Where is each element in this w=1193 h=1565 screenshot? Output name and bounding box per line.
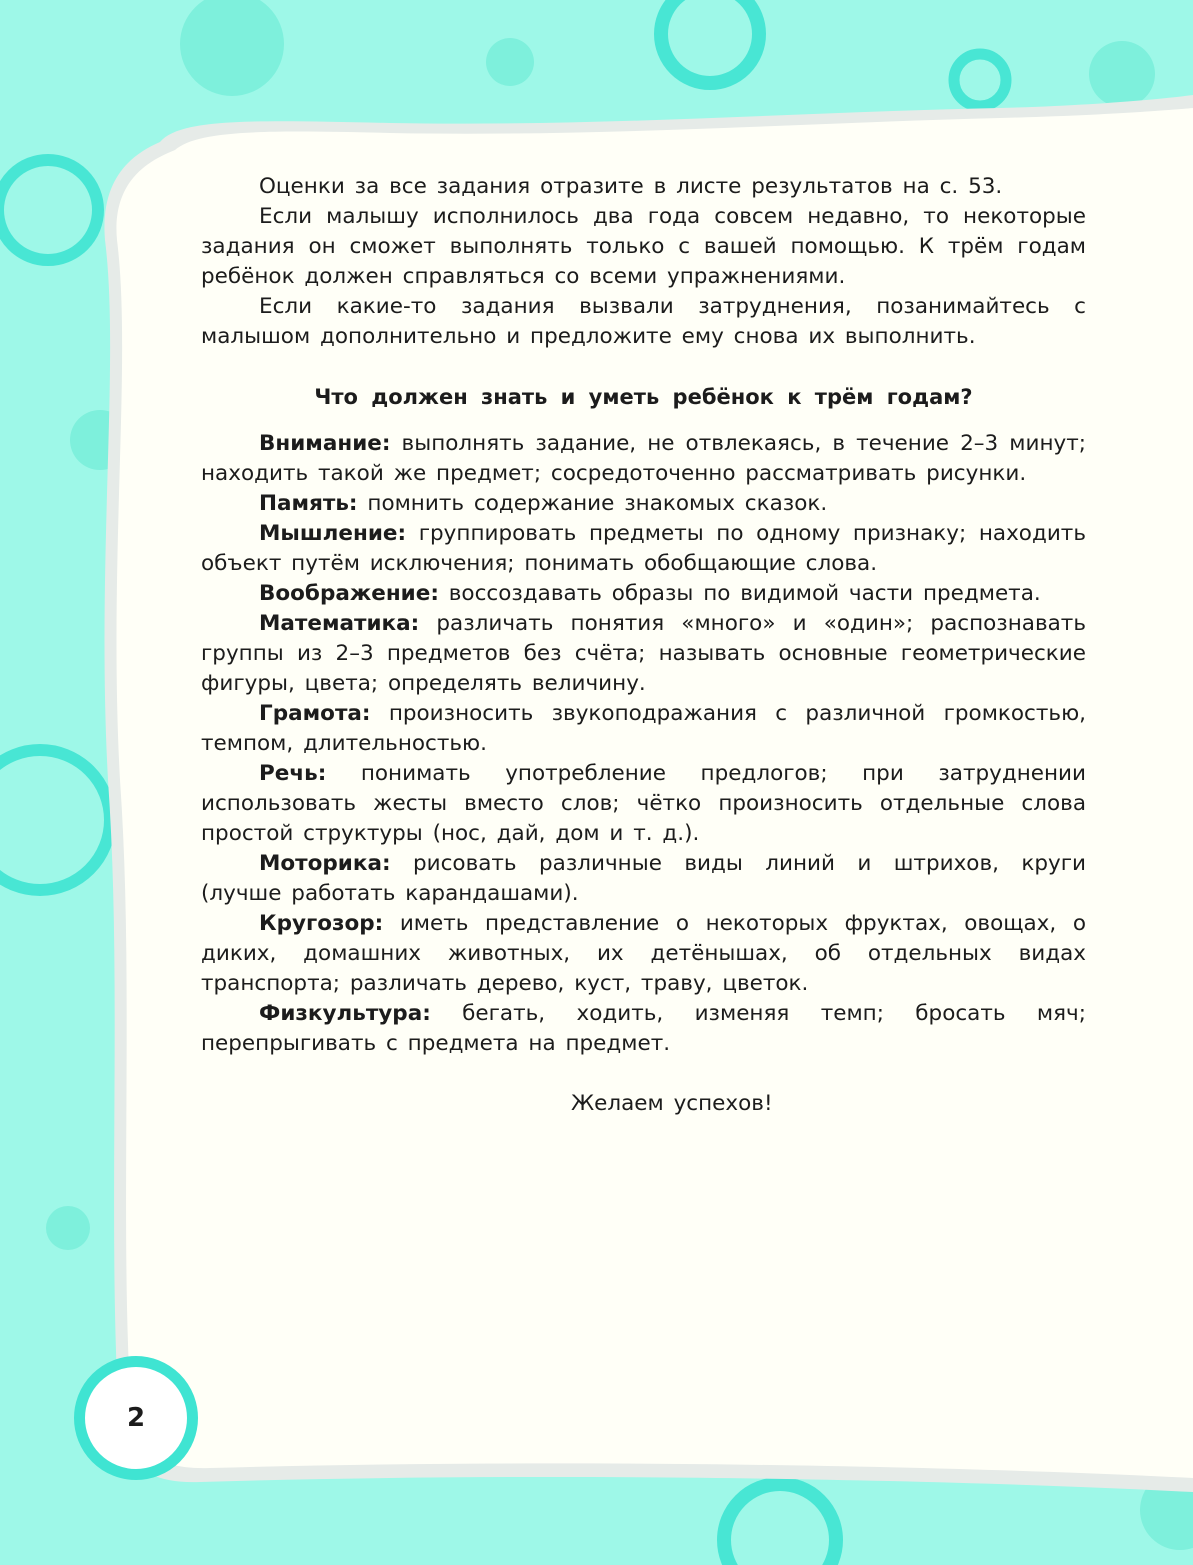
skill-label: Речь:	[259, 761, 327, 786]
skill-text: воссоздавать образы по видимой части предмета.	[438, 581, 1041, 606]
skill-label: Моторика:	[259, 851, 391, 876]
skill-text: различать понятия «много» и «один»; распознавать группы из 2–3 предметов без счёта; называть основные геометрические фигуры, цвета; определять величину.	[201, 611, 1086, 696]
skill-label: Грамота:	[259, 701, 371, 726]
skill-text: выполнять задание, не отвлекаясь, в течение 2–3 минут; находить такой же предмет; сосредоточенно рассматривать рисунки.	[201, 431, 1086, 486]
deco-circle	[46, 1206, 90, 1250]
skill-label: Кругозор:	[259, 911, 384, 936]
section-heading: Что должен знать и уметь ребёнок к трём годам?	[314, 385, 973, 409]
skill-literacy	[201, 699, 1086, 759]
deco-ring	[0, 750, 110, 890]
skill-text: произносить звукоподражания с различной громкостью, темпом, длительностью.	[201, 701, 1086, 756]
skill-text: бегать, ходить, изменяя темп; бросать мяч; перепрыгивать с предмета на предмет.	[201, 1001, 1086, 1056]
skill-label: Воображение:	[259, 581, 439, 606]
skill-text: понимать употребление предлогов; при затруднении использовать жесты вместо слов; чётко произносить отдельные слова простой структуры (нос, дай, дом и т. д.).	[201, 761, 1086, 846]
skill-motor	[201, 849, 1086, 909]
skill-speech	[201, 759, 1086, 849]
intro-paragraph: Если малышу исполнилось два года совсем недавно, то некоторые задания он сможет выполнять только с вашей помощью. К трём годам ребёнок должен справляться со всеми упражнениями.	[201, 204, 1086, 289]
page-content	[201, 172, 1086, 1119]
skill-label: Мышление:	[259, 521, 407, 546]
skill-label: Физкультура:	[259, 1001, 431, 1026]
skill-text: иметь представление о некоторых фруктах, овощах, о диких, домашних животных, их детёнышах, об отдельных видах транспорта; различать дерево, куст, траву, цветок.	[201, 911, 1086, 996]
deco-ring	[954, 54, 1006, 106]
skill-label: Память:	[259, 491, 358, 516]
deco-circle	[486, 38, 534, 86]
skill-pe	[201, 999, 1086, 1059]
deco-ring	[661, 0, 759, 83]
skill-label: Внимание:	[259, 431, 391, 456]
closing-wish: Желаем успехов!	[571, 1091, 773, 1116]
deco-circle	[1089, 41, 1155, 107]
skill-text: помнить содержание знакомых сказок.	[357, 491, 828, 516]
skill-outlook	[201, 909, 1086, 999]
skill-attention	[201, 429, 1086, 489]
deco-ring	[724, 1484, 836, 1565]
skill-text: группировать предметы по одному признаку; находить объект путём исключения; понимать обобщающие слова.	[201, 521, 1086, 576]
intro-paragraph: Если какие-то задания вызвали затруднения, позанимайтесь с малышом дополнительно и предложите ему снова их выполнить.	[201, 294, 1086, 349]
skill-text: рисовать различные виды линий и штрихов, круги (лучше работать карандашами).	[201, 851, 1086, 906]
skill-thinking	[201, 519, 1086, 579]
intro-paragraph: Оценки за все задания отразите в листе результатов на с. 53.	[259, 174, 1003, 199]
page-number: 2	[74, 1356, 198, 1480]
skill-imagination	[201, 579, 1086, 609]
skill-memory	[201, 489, 1086, 519]
skill-label: Математика:	[259, 611, 420, 636]
deco-ring	[0, 160, 98, 260]
deco-circle	[180, 0, 284, 96]
skill-math	[201, 609, 1086, 699]
